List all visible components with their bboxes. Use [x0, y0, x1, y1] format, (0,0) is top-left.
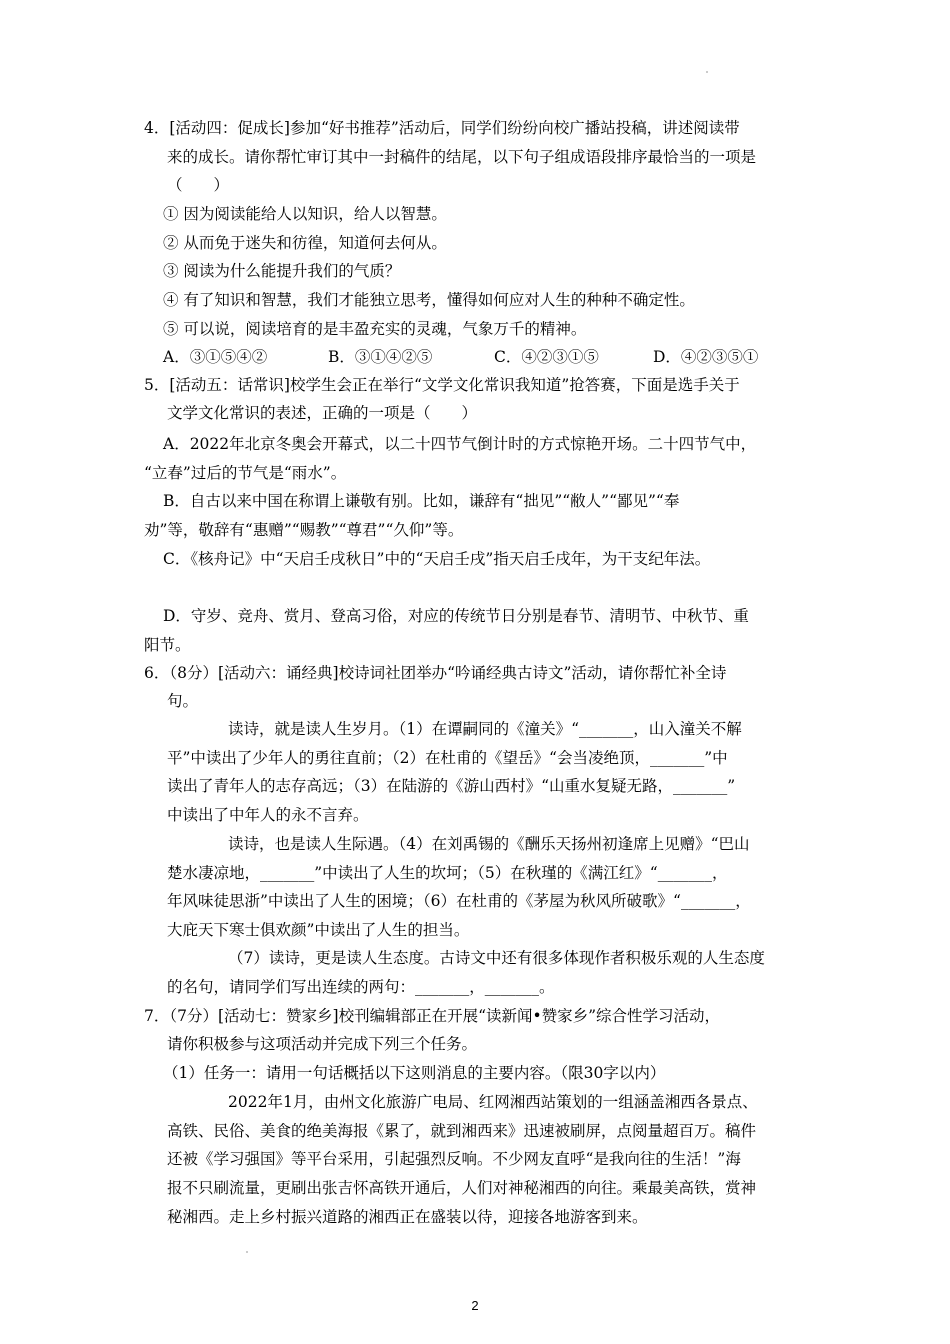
- q7-stem-line-1: 7．（7分）[活动七：赞家乡]校刊编辑部正在开展“读新闻•赞家乡”综合性学习活动，: [144, 1007, 721, 1025]
- q6-body-line-10: 的名句，请同学们写出连续的两句：_______，_______。: [167, 978, 555, 996]
- q4-option-a: A．③①⑤④②: [163, 348, 268, 366]
- q5-option-c: C．《核舟记》中“天启壬戌秋日”中的“天启壬戌”指天启壬戌年，为干支纪年法。: [163, 550, 711, 568]
- q6-stem-line-2: 句。: [167, 692, 199, 710]
- q4-stem-line-1: 4．[活动四：促成长]参加“好书推荐”活动后，同学们纷纷向校广播站投稿，讲述阅读带: [144, 119, 740, 137]
- q7-stem-line-2: 请你积极参与这项活动并完成下列三个任务。: [167, 1035, 478, 1053]
- q7-news-line-5: 秘湘西。走上乡村振兴道路的湘西正在盛装以待，迎接各地游客到来。: [167, 1208, 648, 1226]
- q6-body-line-9: （7）读诗，更是读人生态度。古诗文中还有很多体现作者积极乐观的人生态度: [228, 949, 765, 967]
- q4-sentence-4: ④ 有了知识和智慧，我们才能独立思考，懂得如何应对人生的种种不确定性。: [163, 291, 695, 309]
- q7-task1: （1）任务一：请用一句话概括以下这则消息的主要内容。（限30字以内）: [163, 1064, 666, 1082]
- q5-option-b-line-2: 劝”等，敬辞有“惠赠”“赐教”“尊君”“久仰”等。: [144, 521, 464, 539]
- q4-sentence-2: ② 从而免于迷失和彷徨，知道何去何从。: [163, 234, 447, 252]
- q5-option-d-line-1: D．守岁、竞舟、赏月、登高习俗，对应的传统节日分别是春节、清明节、中秋节、重: [163, 607, 749, 625]
- q5-stem-line-2: 文学文化常识的表述，正确的一项是（ ）: [167, 404, 478, 422]
- q4-sentence-3: ③ 阅读为什么能提升我们的气质？: [163, 262, 401, 280]
- q7-news-line-1: 2022年1月，由州文化旅游广电局、红网湘西站策划的一组涵盖湘西各景点、: [228, 1093, 758, 1111]
- q6-body-line-2: 平”中读出了少年人的勇往直前；（2）在杜甫的《望岳》“会当凌绝顶，_______”中: [167, 749, 728, 767]
- q7-news-line-4: 报不只刷流量，更刷出张吉怀高铁开通后，人们对神秘湘西的向往。乘最美高铁，赏神: [167, 1179, 757, 1197]
- q4-option-c: C．④②③①⑤: [494, 348, 599, 366]
- q5-option-a-line-1: A．2022年北京冬奥会开幕式，以二十四节气倒计时的方式惊艳开场。二十四节气中，: [163, 435, 757, 453]
- q6-body-line-7: 年风味徒思浙”中读出了人生的困境；（6）在杜甫的《茅屋为秋风所破歌》“_______，: [167, 892, 751, 910]
- q6-body-line-6: 楚水凄凉地，_______”中读出了人生的坎坷；（5）在秋瑾的《满江红》“_______，: [167, 864, 728, 882]
- q4-answer-bracket: （ ）: [167, 176, 230, 194]
- scan-dot: [246, 1251, 248, 1253]
- page-number: 2: [471, 1298, 479, 1313]
- q6-body-line-8: 大庇天下寒士俱欢颜”中读出了人生的担当。: [167, 921, 470, 939]
- q5-option-d-line-2: 阳节。: [144, 636, 191, 654]
- scan-dot: [706, 71, 708, 73]
- q6-body-line-5: 读诗，也是读人生际遇。（4）在刘禹锡的《酬乐天扬州初逢席上见赠》“巴山: [228, 835, 750, 853]
- q4-sentence-5: ⑤ 可以说，阅读培育的是丰盈充实的灵魂，气象万千的精神。: [163, 320, 587, 338]
- q5-option-b-line-1: B．自古以来中国在称谓上谦敬有别。比如，谦辞有“拙见”“敝人”“鄙见”“奉: [163, 492, 680, 510]
- q4-option-b: B．③①④②⑤: [328, 348, 433, 366]
- q5-stem-line-1: 5．[活动五：话常识]校学生会正在举行“文学文化常识我知道”抢答赛，下面是选手关于: [144, 376, 740, 394]
- q6-body-line-4: 中读出了中年人的永不言弃。: [167, 806, 369, 824]
- q6-stem-line-1: 6．（8分）[活动六：诵经典]校诗词社团举办“吟诵经典古诗文”活动，请你帮忙补全诗: [144, 664, 727, 682]
- q6-body-line-3: 读出了青年人的志存高远；（3）在陆游的《游山西村》“山重水复疑无路，_______”: [167, 777, 736, 795]
- q4-sentence-1: ① 因为阅读能给人以知识，给人以智慧。: [163, 205, 447, 223]
- q6-body-line-1: 读诗，就是读人生岁月。（1）在谭嗣同的《潼关》“_______，山入潼关不解: [228, 720, 742, 738]
- q4-option-d: D．④②③⑤①: [653, 348, 759, 366]
- q7-news-line-2: 高铁、民俗、美食的绝美海报《累了，就到湘西来》迅速被刷屏，点阅量超百万。稿件: [167, 1122, 757, 1140]
- q7-news-line-3: 还被《学习强国》等平台采用，引起强烈反响。不少网友直呼“是我向往的生活！”海: [167, 1150, 741, 1168]
- q4-stem-line-2: 来的成长。请你帮忙审订其中一封稿件的结尾，以下句子组成语段排序最恰当的一项是: [167, 148, 757, 166]
- q5-option-a-line-2: “立春”过后的节气是“雨水”。: [144, 464, 347, 482]
